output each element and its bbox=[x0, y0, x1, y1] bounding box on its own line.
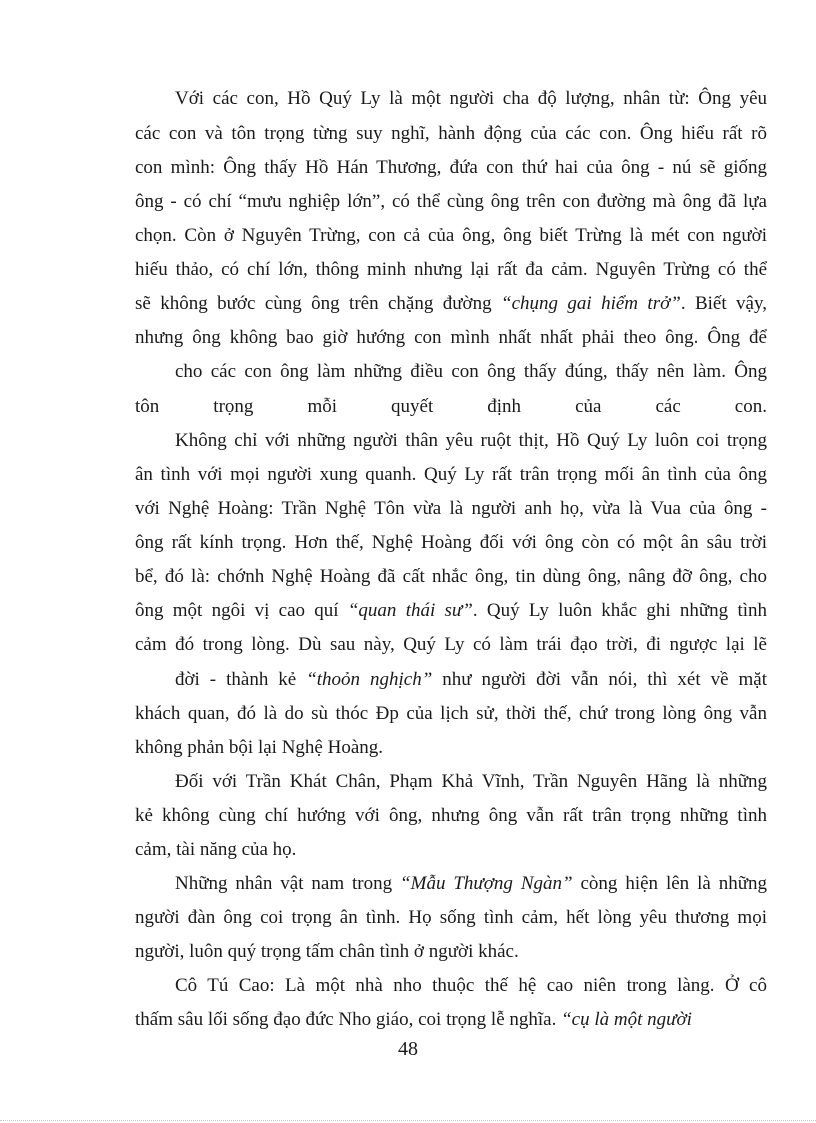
text-line bbox=[135, 190, 767, 214]
text-segment: không phản bội lại Nghệ Hoàng. bbox=[135, 737, 384, 758]
quoted-phrase: “Mẫu Thượng Ngàn” bbox=[400, 873, 573, 894]
quoted-phrase: “quan thái sư” bbox=[347, 600, 473, 621]
text-segment: . Biết vậy, bbox=[680, 293, 767, 314]
text-segment: còng hiện lên là những bbox=[572, 873, 767, 894]
text-line bbox=[135, 906, 767, 930]
text-line bbox=[135, 326, 767, 350]
text-line bbox=[135, 497, 767, 521]
text-line bbox=[135, 736, 535, 760]
text-line bbox=[175, 360, 767, 384]
text-line bbox=[175, 770, 767, 794]
text-segment: sẽ không bước cùng ông trên chặng đường bbox=[135, 293, 502, 314]
text-line bbox=[175, 429, 767, 453]
text-segment: người, luôn quý trọng tấm chân tình ở người khác. bbox=[135, 941, 519, 962]
text-segment: khách quan, đó là do sù thóc Đp của lịch sử, thời thế, chứ trong lòng ông vẫn bbox=[135, 703, 767, 724]
page-number: 48 bbox=[398, 1038, 418, 1060]
text-segment: chọn. Còn ở Nguyên Trừng, con cả của ông, ông biết Trừng là mét con người bbox=[135, 225, 767, 246]
text-line bbox=[135, 292, 767, 316]
text-line bbox=[135, 940, 695, 964]
text-line bbox=[135, 838, 535, 862]
text-line bbox=[175, 872, 767, 896]
text-line bbox=[135, 565, 767, 589]
page-bottom-divider bbox=[0, 1120, 816, 1121]
text-line bbox=[135, 804, 767, 828]
quoted-phrase: “cụ là một người bbox=[561, 1009, 692, 1030]
text-segment: Với các con, Hồ Quý Ly là một người cha độ lượng, nhân từ: Ông yêu bbox=[175, 88, 767, 109]
text-segment: Không chỉ với những người thân yêu ruột thịt, Hồ Quý Ly luôn coi trọng bbox=[175, 430, 767, 451]
text-segment: ông một ngôi vị cao quí bbox=[135, 600, 348, 621]
text-line bbox=[135, 633, 767, 657]
text-segment: ông - có chí “mưu nghiệp lớn”, có thể cùng ông trên con đường mà ông đã lựa bbox=[135, 191, 767, 212]
text-segment: người đàn ông coi trọng ân tình. Họ sống tình cảm, hết lòng yêu thương mọi bbox=[135, 907, 767, 928]
text-line bbox=[135, 395, 767, 419]
text-line bbox=[175, 87, 767, 111]
text-line bbox=[175, 974, 767, 998]
text-segment: ân tình với mọi người xung quanh. Quý Ly rất trân trọng mối ân tình của ông bbox=[135, 464, 767, 485]
text-segment: tôn trọng mỗi quyết định của các con. bbox=[135, 396, 767, 417]
text-line bbox=[135, 258, 767, 282]
text-segment: như người đời vẫn nói, thì xét về mặt bbox=[432, 669, 767, 690]
text-line bbox=[135, 122, 767, 146]
quoted-phrase: “thoỏn nghịch” bbox=[306, 669, 433, 690]
text-line bbox=[135, 1008, 735, 1032]
text-segment: đời - thành kẻ bbox=[175, 669, 307, 690]
text-segment: . Quý Ly luôn khắc ghi những tình bbox=[472, 600, 768, 621]
text-segment: ông rất kính trọng. Hơn thế, Nghệ Hoàng đối với ông còn có một ân sâu trời bbox=[135, 532, 767, 553]
quoted-phrase: “chụng gai hiểm trở” bbox=[501, 293, 681, 314]
text-segment: nhưng ông không bao giờ hướng con mình nhất nhất phải theo ông. Ông để bbox=[135, 327, 767, 348]
text-line bbox=[135, 463, 767, 487]
text-segment: thấm sâu lối sống đạo đức Nho giáo, coi trọng lễ nghĩa. bbox=[135, 1009, 562, 1030]
text-line bbox=[135, 156, 767, 180]
text-line bbox=[135, 702, 767, 726]
text-segment: con mình: Ông thấy Hồ Hán Thương, đứa con thứ hai của ông - nú sẽ giống bbox=[135, 157, 767, 178]
text-line bbox=[135, 599, 767, 623]
text-line bbox=[135, 531, 767, 555]
text-segment: với Nghệ Hoàng: Trần Nghệ Tôn vừa là người anh họ, vừa là Vua của ông - bbox=[135, 498, 767, 519]
text-segment: hiếu thảo, có chí lớn, thông minh nhưng lại rất đa cảm. Nguyên Trừng có thể bbox=[135, 259, 767, 280]
text-segment: bể, đó là: chớnh Nghệ Hoàng đã cất nhắc ông, tin dùng ông, nâng đỡ ông, cho bbox=[135, 566, 767, 587]
text-segment: Đối với Trần Khát Chân, Phạm Khả Vĩnh, Trần Nguyên Hãng là những bbox=[175, 771, 767, 792]
text-segment: cho các con ông làm những điều con ông thấy đúng, thấy nên làm. Ông bbox=[175, 361, 767, 382]
text-segment: cảm đó trong lòng. Dù sau này, Quý Ly có làm trái đạo trời, đi ngược lại lẽ bbox=[135, 634, 767, 655]
text-segment: kẻ không cùng chí hướng với ông, nhưng ông vẫn rất trân trọng những tình bbox=[135, 805, 767, 826]
text-segment: Cô Tú Cao: Là một nhà nho thuộc thế hệ cao niên trong làng. Ở cô bbox=[175, 975, 767, 996]
text-line bbox=[135, 224, 767, 248]
text-segment: các con và tôn trọng từng suy nghĩ, hành động của các con. Ông hiểu rất rõ bbox=[135, 123, 767, 144]
text-segment: cảm, tài năng của họ. bbox=[135, 839, 297, 860]
text-segment: Những nhân vật nam trong bbox=[175, 873, 401, 894]
text-line bbox=[175, 668, 767, 692]
